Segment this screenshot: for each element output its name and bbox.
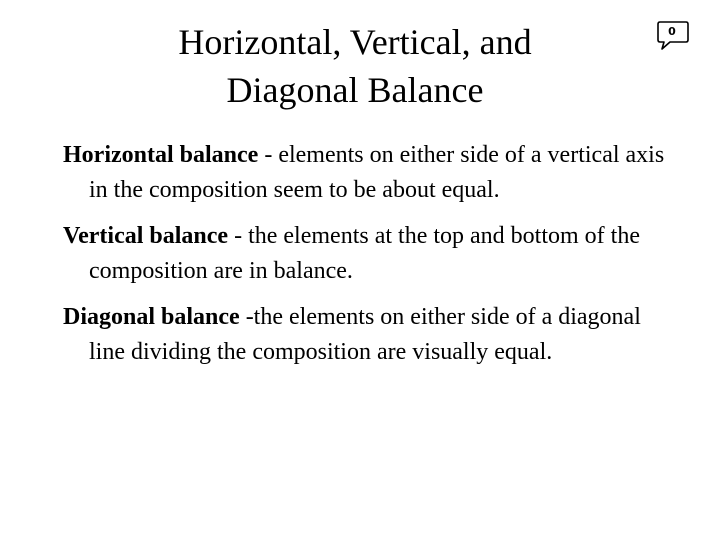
slide-body [63, 138, 673, 381]
paragraph-horizontal-balance [63, 138, 673, 208]
slide-title [100, 18, 610, 114]
title-line-2: Diagonal Balance [226, 70, 484, 110]
paragraph-diagonal-balance [63, 300, 673, 370]
comment-count: 0 [668, 25, 676, 38]
comment-count-badge[interactable] [656, 20, 690, 52]
term-diagonal-balance: Diagonal balance [63, 304, 240, 330]
term-horizontal-balance: Horizontal balance [63, 142, 259, 168]
definition-vertical-balance: - the elements at the top and bottom of the composition are in balance. [89, 223, 640, 284]
term-vertical-balance: Vertical balance [63, 223, 229, 249]
definition-diagonal-balance: -the elements on either side of a diagonal line dividing the composition are visually equal. [89, 304, 641, 365]
title-line-1: Horizontal, Vertical, and [178, 22, 532, 62]
paragraph-vertical-balance [63, 219, 673, 289]
definition-horizontal-balance: - elements on either side of a vertical axis in the composition seem to be about equal. [89, 142, 665, 203]
